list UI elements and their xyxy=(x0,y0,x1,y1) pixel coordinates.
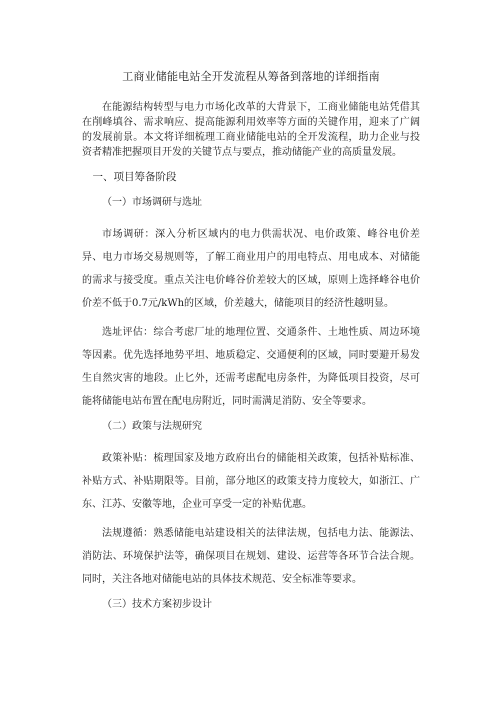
paragraph-market-research: 市场调研：深入分析区域内的电力供需状况、电价政策、峰谷电价差异、电力市场交易规则等，了解工商业用户的用电特点、用电成本、对储能的需求与接受度。重点关注电价峰谷价差较大的区域，原则上选择峰谷电价价差不低于0.7元/kWh的区域，价差越大，储能项目的经济性越明显。 xyxy=(82,229,420,309)
subsection-heading-technical-design: （三）技术方案初步设计 xyxy=(102,599,212,610)
subsection-heading-policy-research: （二）政策与法规研究 xyxy=(102,421,202,432)
section-heading-project-preparation: 一、项目筹备阶段 xyxy=(92,171,177,183)
paragraph-site-evaluation: 选址评估：综合考虑厂址的地理位置、交通条件、土地性质、周边环境等因素。优先选择地势平坦、地质稳定、交通便利的区域，同时要避开易发生自然灾害的地段。止匕外，还需考虑配电房条件，为降低项目投资，尽可能将储能电站布置在配电房附近，同时需满足消防、安全等要求。 xyxy=(82,327,420,407)
paragraph-policy-subsidy: 政策补贴：梳理国家及地方政府出台的储能相关政策，包括补贴标准、补贴方式、补贴期限等。目前，部分地区的政策支持力度较大，如浙江、广东、江苏、安徽等地，企业可享受一定的补贴优惠。 xyxy=(82,453,420,510)
intro-paragraph: 在能源结构转型与电力市场化改革的大背景下，工商业储能电站凭借其在削峰填谷、需求响应、提高能源利用效率等方面的关键作用，迎来了广阔的发展前景。本文将详细梳理工商业储能电站的全开发流程，助力企业与投资者精准把握项目开发的关键节点与要点，推动储能产业的高质量发展。 xyxy=(82,102,420,158)
subsection-heading-market-research: （一）市场调研与选址 xyxy=(102,197,202,208)
document-title: 工商业储能电站全开发流程从筹备到落地的详细指南 xyxy=(122,70,380,83)
paragraph-regulation-compliance: 法规遵循：熟悉储能电站建设相关的法律法规，包括电力法、能源法、消防法、环境保护法等，确保项目在规划、建设、运营等各环节合法合规。同时，关注各地对储能电站的具体技术规范、安全标准等要求。 xyxy=(82,528,420,585)
